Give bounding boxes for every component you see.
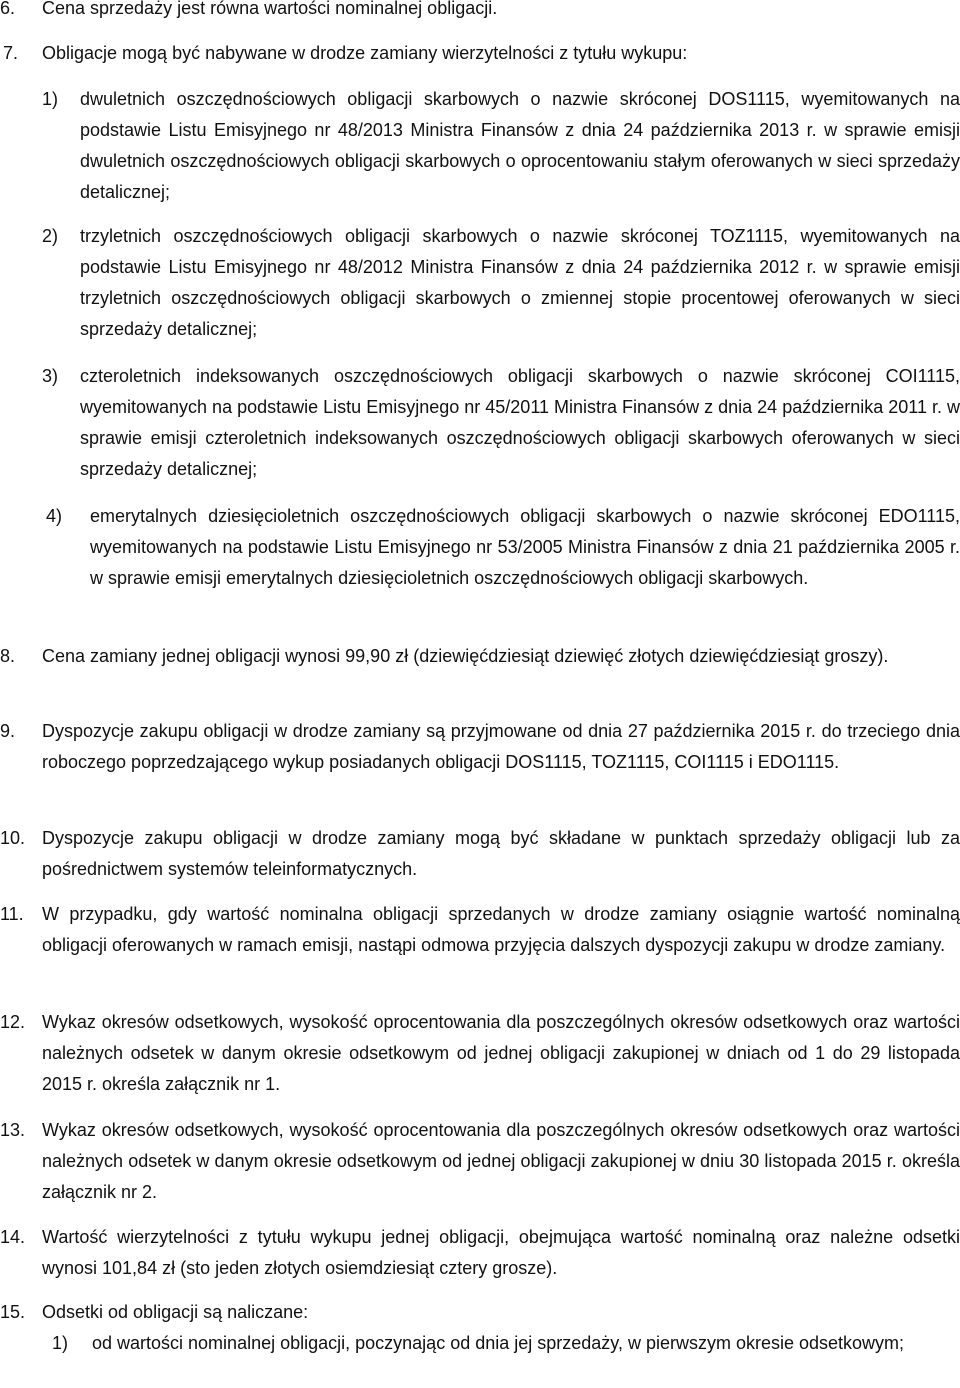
list-item-number: 4): [46, 506, 63, 526]
list-item-number: 3): [42, 366, 59, 386]
list-item-7-4: [42, 501, 960, 594]
paragraph-text: Obligacje mogą być nabywane w drodze zamiany wierzytelności z tytułu wykupu:: [42, 43, 688, 63]
list-item-text: dwuletnich oszczędnościowych obligacji skarbowych o nazwie skróconej DOS1115, wyemitowanych na podstawie Listu Emisyjnego nr 48/2013 Ministra Finansów z dnia 24 października 2013 r. w sprawie emisji dwuletnich oszczędnościowych obligacji skarbowych o oprocentowaniu stałym oferowanych w sieci sprzedaży detalicznej;: [80, 89, 960, 202]
paragraph-14: [0, 1222, 960, 1284]
list-item-7-3: [42, 361, 960, 485]
paragraph-number: 8.: [0, 646, 16, 666]
paragraph-text: Cena zamiany jednej obligacji wynosi 99,90 zł (dziewięćdziesiąt dziewięć złotych dziewięćdziesiąt groszy).: [42, 646, 889, 666]
paragraph-number: 9.: [0, 721, 16, 741]
list-item-text: od wartości nominalnej obligacji, poczynając od dnia jej sprzedaży, w pierwszym okresie odsetkowym;: [92, 1333, 905, 1353]
paragraph-number: 14.: [0, 1227, 26, 1247]
list-item-text: czteroletnich indeksowanych oszczędnościowych obligacji skarbowych o nazwie skróconej COI1115, wyemitowanych na podstawie Listu Emisyjnego nr 45/2011 Ministra Finansów z dnia 24 października 2011 r. w sprawie emisji czteroletnich indeksowanych oszczędnościowych obligacji skarbowych oferowanych w sieci sprzedaży detalicznej;: [80, 366, 960, 479]
paragraph-text: Wartość wierzytelności z tytułu wykupu jednej obligacji, obejmująca wartość nominalną oraz należne odsetki wynosi 101,84 zł (sto jeden złotych osiemdziesiąt cztery grosze).: [42, 1227, 960, 1278]
paragraph-number: 10.: [0, 828, 26, 848]
paragraph-9: [0, 716, 960, 778]
list-item-text: emerytalnych dziesięcioletnich oszczędnościowych obligacji skarbowych o nazwie skróconej EDO1115, wyemitowanych na podstawie Listu Emisyjnego nr 53/2005 Ministra Finansów z dnia 21 października 2005 r. w sprawie emisji emerytalnych dziesięcioletnich oszczędnościowych obligacji skarbowych.: [90, 506, 960, 588]
list-item-number: 1): [52, 1333, 69, 1353]
paragraph-number: 6.: [0, 0, 16, 18]
paragraph-text: Cena sprzedaży jest równa wartości nominalnej obligacji.: [42, 0, 498, 18]
paragraph-text: Wykaz okresów odsetkowych, wysokość oprocentowania dla poszczególnych okresów odsetkowych oraz wartości należnych odsetek w danym okresie odsetkowym od jednej obligacji zakupionej w dniu 30 listopada 2015 r. określa załącznik nr 2.: [42, 1120, 960, 1202]
paragraph-text: Dyspozycje zakupu obligacji w drodze zamiany mogą być składane w punktach sprzedaży obligacji lub za pośrednictwem systemów teleinformatycznych.: [42, 828, 960, 879]
paragraph-12: [0, 1007, 960, 1100]
paragraph-6: [0, 0, 960, 24]
paragraph-text: Dyspozycje zakupu obligacji w drodze zamiany są przyjmowane od dnia 27 października 2015 r. do trzeciego dnia roboczego poprzedzającego wykup posiadanych obligacji DOS1115, TOZ1115, COI1115 i EDO1115.: [42, 721, 960, 772]
paragraph-8: [0, 641, 960, 672]
paragraph-number: 11.: [0, 904, 24, 924]
list-item-7-2: [42, 221, 960, 345]
paragraph-number: 7.: [3, 43, 19, 63]
paragraph-10: [0, 823, 960, 885]
paragraph-text: Odsetki od obligacji są naliczane:: [42, 1302, 309, 1322]
paragraph-number: 15.: [0, 1302, 26, 1322]
paragraph-11: [0, 899, 960, 961]
list-item-number: 2): [42, 226, 59, 246]
paragraph-number: 13.: [0, 1120, 26, 1140]
paragraph-number: 12.: [0, 1012, 26, 1032]
paragraph-13: [0, 1115, 960, 1208]
paragraph-text: Wykaz okresów odsetkowych, wysokość oprocentowania dla poszczególnych okresów odsetkowych oraz wartości należnych odsetek w danym okresie odsetkowym od jednej obligacji zakupionej w dniach od 1 do 29 listopada 2015 r. określa załącznik nr 1.: [42, 1012, 960, 1094]
paragraph-7: [0, 38, 960, 69]
list-item-15-1: [42, 1328, 960, 1359]
list-item-7-1: [42, 84, 960, 208]
list-item-text: trzyletnich oszczędnościowych obligacji skarbowych o nazwie skróconej TOZ1115, wyemitowanych na podstawie Listu Emisyjnego nr 48/2012 Ministra Finansów z dnia 24 października 2012 r. w sprawie emisji trzyletnich oszczędnościowych obligacji skarbowych o zmiennej stopie procentowej oferowanych w sieci sprzedaży detalicznej;: [80, 226, 960, 339]
list-item-number: 1): [42, 89, 59, 109]
paragraph-text: W przypadku, gdy wartość nominalna obligacji sprzedanych w drodze zamiany osiągnie wartość nominalną obligacji oferowanych w ramach emisji, nastąpi odmowa przyjęcia dalszych dyspozycji zakupu w drodze zamiany.: [42, 904, 960, 955]
paragraph-15: [0, 1297, 960, 1328]
